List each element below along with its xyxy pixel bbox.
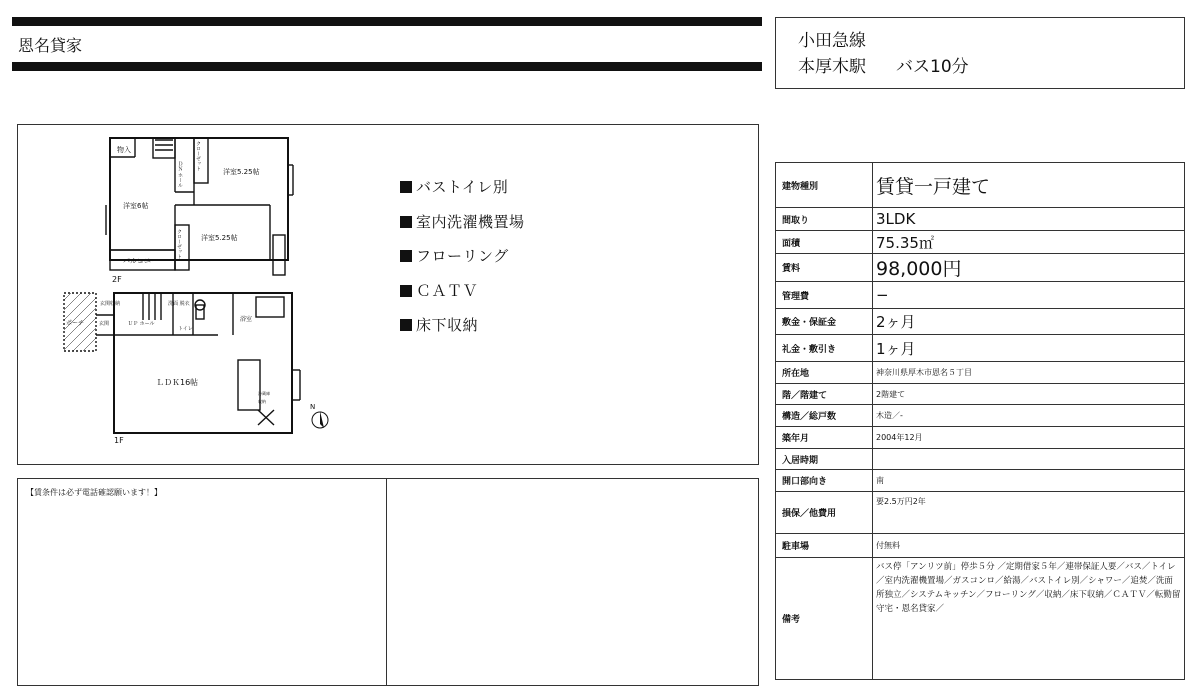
spec-value: 1ヶ月 (873, 335, 1185, 362)
floorplan-drawing (18, 125, 358, 460)
floor-label-1f: 1F (114, 436, 124, 445)
spec-value: 2階建て (873, 384, 1185, 405)
spec-label: 賃料 (776, 254, 873, 282)
room-washroom: 洗面 脱衣 (168, 301, 190, 307)
room-western-525-a: 洋室5.25帖 (223, 168, 260, 176)
spec-label: 備考 (776, 558, 873, 680)
spec-row (776, 163, 1185, 208)
spec-label: 損保／他費用 (776, 492, 873, 534)
spec-row (776, 405, 1185, 427)
spec-value: 付無料 (873, 534, 1185, 558)
spec-row (776, 208, 1185, 231)
spec-value: 要2.5万円2年 (873, 492, 1185, 534)
spec-row (776, 449, 1185, 470)
feature-item: 床下収納 (400, 314, 525, 349)
spec-row (776, 384, 1185, 405)
spec-value: 3LDK (873, 208, 1185, 231)
spec-value: 神奈川県厚木市恩名５丁目 (873, 362, 1185, 384)
spec-row (776, 558, 1185, 680)
spec-label: 駐車場 (776, 534, 873, 558)
title-bar-bottom (12, 62, 762, 71)
bullet-square-icon (400, 216, 412, 228)
note-box (17, 478, 759, 686)
room-closet-b: クローゼット (176, 229, 182, 259)
spec-remarks: バス停「アンリツ前」停歩５分 ／定期借家５年／連帯保証人要／バス／トイレ／室内洗濯機置場／ガスコンロ／給湯／バストイレ別／シャワー／追焚／洗面所独立／システムキッチン／フローリング／収納／床下収納／ＣＡＴＶ／転勤留守宅・恩名貸家／ (873, 558, 1185, 680)
floorplan-box (17, 124, 759, 465)
room-ldk: ＬＤＫ16帖 (156, 378, 199, 387)
spec-row (776, 362, 1185, 384)
spec-label: 所在地 (776, 362, 873, 384)
station-name: 本厚木駅 (798, 57, 866, 77)
spec-label: 階／階建て (776, 384, 873, 405)
spec-value: − (873, 282, 1185, 309)
bullet-square-icon (400, 319, 412, 331)
bullet-square-icon (400, 285, 412, 297)
spec-value: 75.35㎡ (873, 231, 1185, 254)
room-balcony: バルコニー (123, 257, 158, 265)
spec-table (775, 162, 1185, 680)
spec-label: 建物種別 (776, 163, 873, 208)
spec-value: 2004年12月 (873, 427, 1185, 449)
room-storage-2f: 物入 (117, 146, 131, 154)
room-porch: ポーチ (66, 320, 85, 327)
spec-value: 南 (873, 470, 1185, 492)
title-bar-top (12, 17, 762, 26)
spec-label: 面積 (776, 231, 873, 254)
spec-row (776, 470, 1185, 492)
spec-label: 間取り (776, 208, 873, 231)
spec-row (776, 309, 1185, 335)
station-box (775, 17, 1185, 89)
room-fridge: 冷蔵庫 (258, 391, 270, 396)
spec-row (776, 427, 1185, 449)
bus-access: バス10分 (896, 57, 969, 77)
north-label: N (310, 403, 316, 411)
feature-item: バストイレ別 (400, 176, 525, 211)
spec-row (776, 282, 1185, 309)
spec-label: 入居時期 (776, 449, 873, 470)
room-entrance: 玄関 (99, 321, 110, 327)
spec-label: 築年月 (776, 427, 873, 449)
spec-value: 98,000円 (873, 254, 1185, 282)
room-kitchen-storage: 収納 (258, 399, 266, 404)
spec-value: 木造／- (873, 405, 1185, 427)
spec-row (776, 335, 1185, 362)
train-line: 小田急線 (798, 31, 866, 51)
title-block (12, 17, 762, 69)
property-name: 恩名貸家 (18, 36, 83, 55)
room-bath: 浴室 (240, 316, 253, 323)
spec-value (873, 449, 1185, 470)
floor-label-2f: 2F (112, 275, 122, 284)
spec-label: 礼金・敷引き (776, 335, 873, 362)
room-western-525-b: 洋室5.25帖 (201, 234, 238, 242)
spec-label: 開口部向き (776, 470, 873, 492)
room-hall-1f: ＵＰ ホール (128, 321, 155, 327)
room-toilet: トイレ (178, 326, 193, 332)
bullet-square-icon (400, 181, 412, 193)
station-access (798, 52, 969, 77)
spec-value: 2ヶ月 (873, 309, 1185, 335)
feature-item: フローリング (400, 245, 525, 280)
spec-row (776, 254, 1185, 282)
spec-label: 構造／総戸数 (776, 405, 873, 427)
spec-row (776, 534, 1185, 558)
room-hall-2f: ＤＮ ホール (177, 161, 183, 188)
note-divider (386, 479, 387, 685)
feature-item: 室内洗濯機置場 (400, 211, 525, 246)
spec-label: 管理費 (776, 282, 873, 309)
spec-row (776, 492, 1185, 534)
spec-value: 賃貸一戸建て (873, 163, 1185, 208)
features-list (400, 176, 525, 349)
room-closet-a: クローゼット (195, 141, 201, 171)
spec-row (776, 231, 1185, 254)
feature-item: ＣＡＴＶ (400, 280, 525, 315)
notice-text: 【賃条件は必ず電話確認願います！】 (26, 488, 162, 497)
spec-label: 敷金・保証金 (776, 309, 873, 335)
room-western-6: 洋室6帖 (123, 202, 149, 210)
bullet-square-icon (400, 250, 412, 262)
room-shoe-storage: 玄関収納 (100, 301, 121, 307)
compass-icon (312, 411, 328, 428)
